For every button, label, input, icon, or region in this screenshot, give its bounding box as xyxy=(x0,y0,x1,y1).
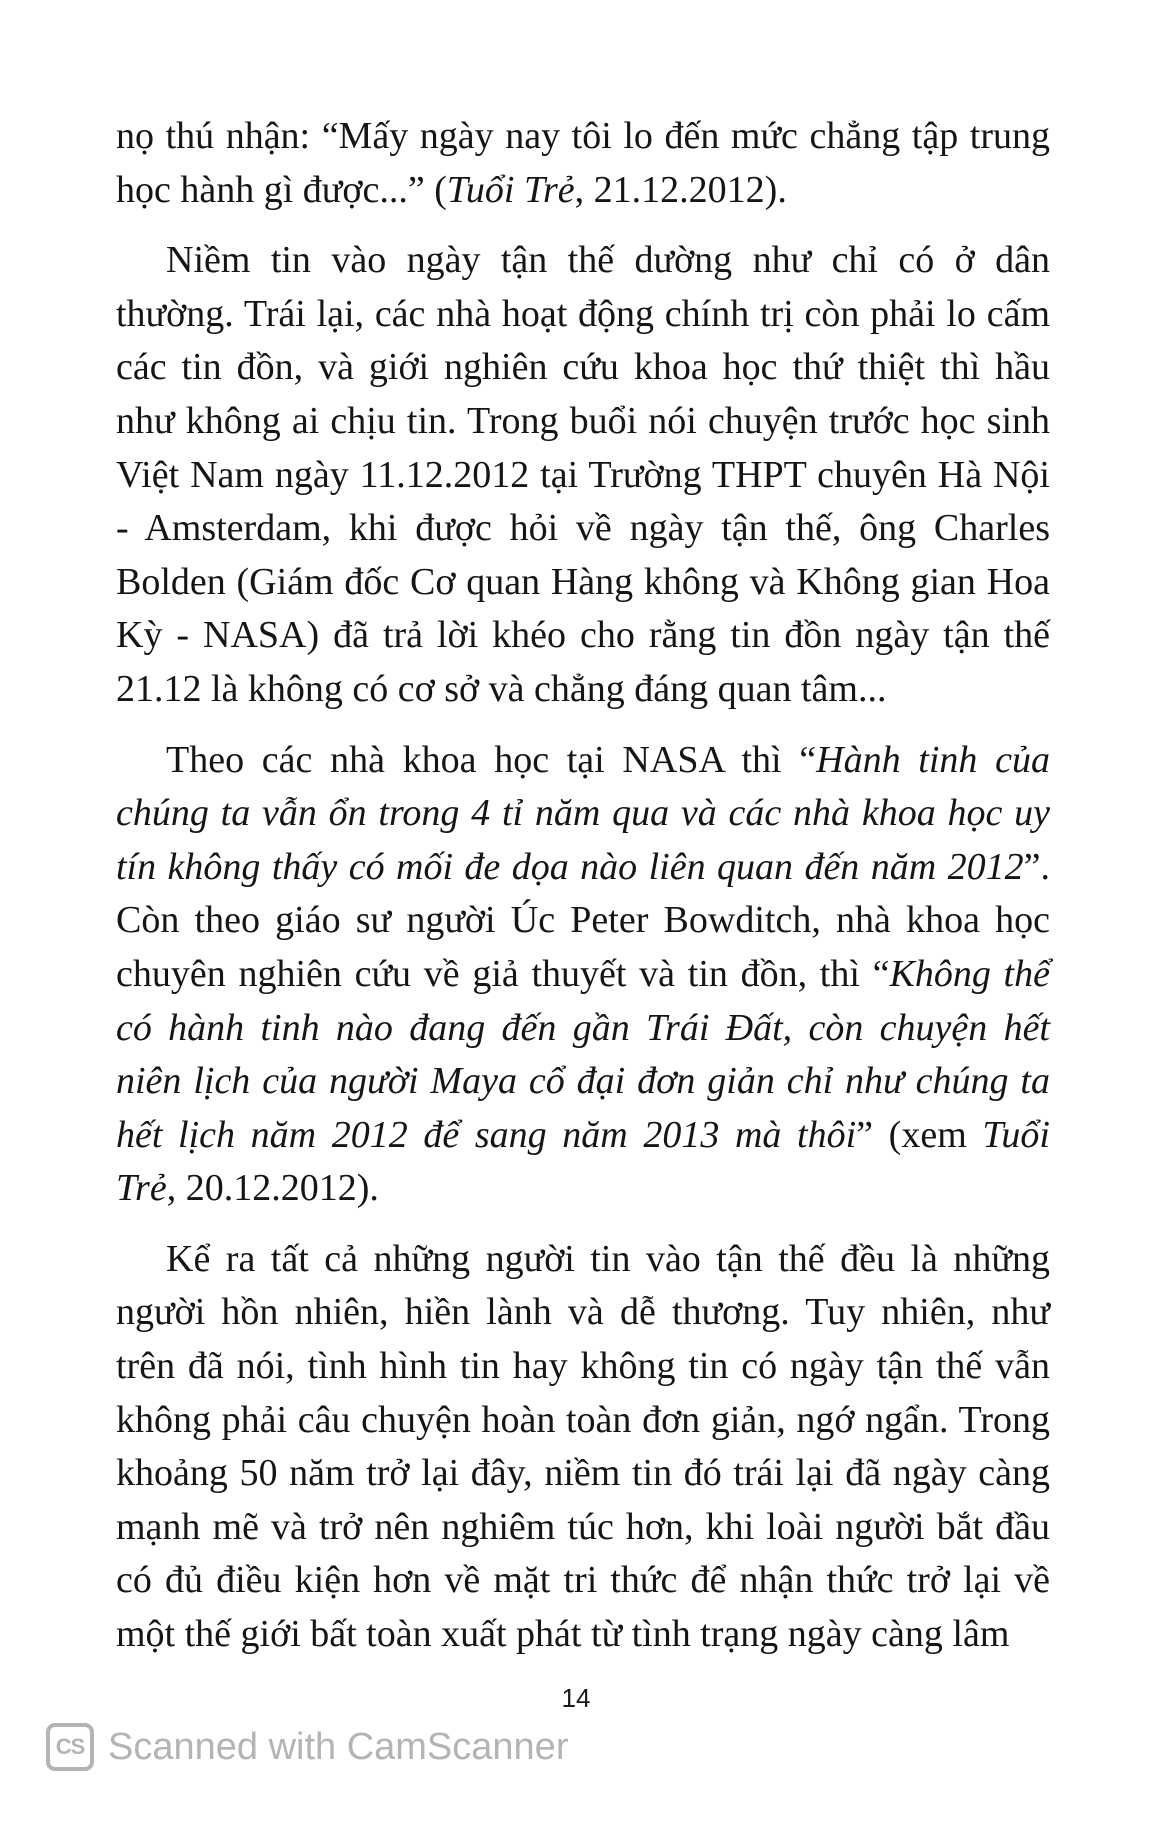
text-run: , 20.12.2012). xyxy=(166,1167,379,1210)
text-run: Theo các nhà khoa học tại NASA thì “ xyxy=(166,738,817,781)
text-run: Niềm tin vào ngày tận thế dường như chỉ có ở dân thường. Trái lại, các nhà hoạt động chính trị còn phải lo cấm các tin đồn, và giới nghiên cứu khoa học thứ thiệt thì hầu như không ai chịu tin. Trong buổi nói chuyện trước học sinh Việt Nam ngày 11.12.2012 tại Trường THPT chuyên Hà Nội - Amsterdam, khi được hỏi về ngày tận thế, ông Charles Bolden (Giám đốc Cơ quan Hàng không và Không gian Hoa Kỳ - NASA) đã trả lời khéo cho rằng tin đồn ngày tận thế 21.12 là không có cơ sở và chẳng đáng quan tâm... xyxy=(116,239,1050,710)
italic-run: Tuổi Trẻ xyxy=(446,168,575,211)
body-text xyxy=(116,110,1050,1662)
paragraph-4 xyxy=(116,1233,1050,1662)
paragraph-3 xyxy=(116,734,1050,1216)
italic-run: Hành tinh của chúng ta vẫn ổn trong 4 tỉ năm qua và các nhà khoa học uy tín không thấy có mối đe dọa nào liên quan đến năm 2012 xyxy=(116,738,1050,888)
text-run: , 21.12.2012). xyxy=(574,168,787,211)
paragraph-2 xyxy=(116,234,1050,716)
paragraph-1 xyxy=(116,110,1050,217)
text-run: nọ thú nhận: “Mấy ngày nay tôi lo đến mức chẳng tập trung học hành gì được...” ( xyxy=(116,115,1050,211)
page-number: 14 xyxy=(561,1683,591,1713)
camscanner-logo-icon: CS xyxy=(46,1723,94,1771)
text-run: Kể ra tất cả những người tin vào tận thế đều là những người hồn nhiên, hiền lành và dễ thương. Tuy nhiên, như trên đã nói, tình hình tin hay không tin có ngày tận thế vẫn không phải câu chuyện hoàn toàn đơn giản, ngớ ngẩn. Trong khoảng 50 năm trở lại đây, niềm tin đó trái lại đã ngày càng mạnh mẽ và trở nên nghiêm túc hơn, khi loài người bắt đầu có đủ điều kiện hơn về mặt tri thức để nhận thức trở lại về một thế giới bất toàn xuất phát từ tình trạng ngày càng lâm xyxy=(116,1237,1050,1656)
text-run: ” (xem xyxy=(856,1113,983,1156)
italic-run: Tuổi Trẻ xyxy=(116,1113,1050,1210)
camscanner-watermark xyxy=(46,1718,568,1776)
italic-run: Không thể có hành tinh nào đang đến gần Trái Đất, còn chuyện hết niên lịch của người Maya cổ đại đơn giản chỉ như chúng ta hết lịch năm 2012 để sang năm 2013 mà thôi xyxy=(116,952,1050,1156)
text-run: ”. Còn theo giáo sư người Úc Peter Bowditch, nhà khoa học chuyên nghiên cứu về giả thuyết và tin đồn, thì “ xyxy=(116,845,1050,995)
watermark-text: Scanned with CamScanner xyxy=(108,1725,569,1768)
